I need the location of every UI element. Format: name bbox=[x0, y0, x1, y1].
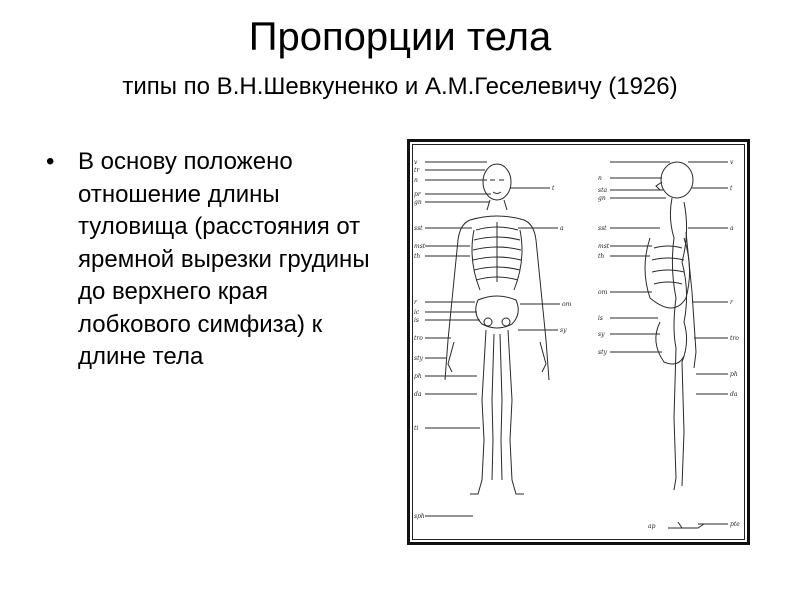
label-pr: pr bbox=[414, 191, 421, 198]
label-th: th bbox=[414, 253, 421, 260]
label-da: da bbox=[730, 391, 738, 398]
label-ph: ph bbox=[414, 373, 422, 380]
label-th: th bbox=[598, 253, 605, 260]
label-r: r bbox=[414, 299, 417, 306]
label-sph: sph bbox=[414, 513, 425, 520]
label-da: da bbox=[414, 391, 422, 398]
anatomical-figure bbox=[407, 139, 750, 545]
label-ph: ph bbox=[730, 371, 738, 378]
label-sst: sst bbox=[598, 225, 607, 232]
label-mst: mst bbox=[598, 243, 610, 250]
label-t: t bbox=[730, 185, 733, 192]
label-is: is bbox=[414, 317, 419, 324]
label-v: v bbox=[730, 159, 734, 166]
label-tro: tro bbox=[414, 335, 423, 342]
label-tro: tro bbox=[730, 335, 739, 342]
label-sta: sta bbox=[598, 187, 608, 194]
label-gn: gn bbox=[414, 199, 422, 206]
bullet-dot-icon: • bbox=[46, 148, 55, 175]
label-n: n bbox=[598, 175, 602, 182]
label-r: r bbox=[730, 299, 733, 306]
label-gn: gn bbox=[598, 195, 606, 202]
label-sy: sy bbox=[560, 327, 567, 334]
label-sty: sty bbox=[598, 349, 607, 356]
label-n: n bbox=[414, 177, 418, 184]
label-sy: sy bbox=[598, 331, 605, 338]
label-tr: tr bbox=[414, 167, 420, 174]
label-sst: sst bbox=[414, 225, 423, 232]
label-ic: ic bbox=[414, 309, 420, 316]
label-pte: pte bbox=[730, 521, 740, 528]
label-ap: ap bbox=[648, 523, 656, 530]
label-om: om bbox=[562, 301, 572, 308]
skeleton-drawing bbox=[410, 142, 747, 542]
label-t: t bbox=[552, 185, 555, 192]
label-om: om bbox=[598, 289, 608, 296]
label-ti: ti bbox=[414, 425, 419, 432]
slide-title: Пропорции тела bbox=[248, 15, 552, 59]
label-mst: mst bbox=[414, 243, 426, 250]
label-is: is bbox=[598, 315, 603, 322]
label-a: a bbox=[730, 225, 734, 232]
label-a: a bbox=[560, 225, 564, 232]
bullet-list bbox=[46, 146, 386, 374]
bullet-item bbox=[46, 146, 386, 374]
label-sty: sty bbox=[414, 355, 423, 362]
label-v: v bbox=[414, 159, 418, 166]
bullet-text: В основу положено отношение длины туловища (расстояния от яремной вырезки грудины до верхнего края лобкового симфиза) к длине тела bbox=[78, 148, 370, 370]
slide-subtitle: типы по В.Н.Шевкуненко и А.М.Геселевичу (1926) bbox=[122, 73, 678, 100]
